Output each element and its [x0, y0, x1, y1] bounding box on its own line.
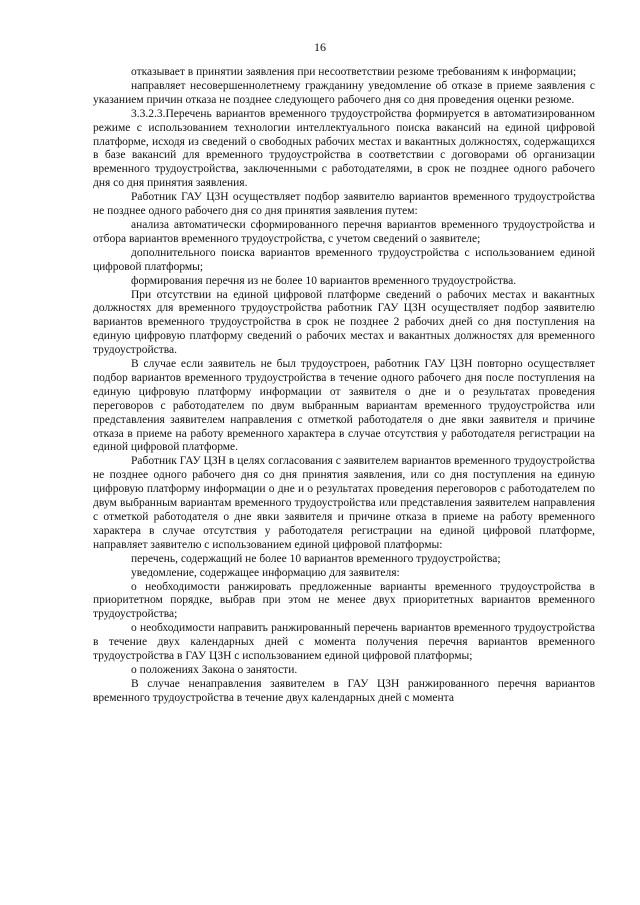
paragraph: В случае ненаправления заявителем в ГАУ ЦЗН ранжированного перечня вариантов временного трудоустройства в течение двух календарных дней с момента [93, 677, 595, 704]
paragraph: формирования перечня из не более 10 вариантов временного трудоустройства. [131, 274, 517, 287]
paragraph: о необходимости направить ранжированный перечень вариантов временного трудоустройства в течение двух календарных дней с момента получения перечня вариантов временного трудоустройства в ГАУ ЦЗН с использованием единой цифровой платформы; [93, 622, 595, 663]
paragraph: анализа автоматически сформированного перечня вариантов временного трудоустройства и отбора вариантов временного трудоустройства, с учетом сведений о заявителе; [93, 218, 595, 245]
paragraph: направляет несовершеннолетнему гражданину уведомление об отказе в приеме заявления с указанием причин отказа не позднее следующего рабочего дня со дня проведения оценки резюме. [93, 79, 595, 106]
paragraph: В случае если заявитель не был трудоустроен, работник ГАУ ЦЗН повторно осуществляет подбор вариантов временного трудоустройства в течение одного рабочего дня после поступления на единую цифровую платформу информации от заявителя о дне и о результатах проведения переговоров с работодателем по двум выбранным вариантам временного трудоустройства или представления заявителем направления с отметкой работодателя о дне явки заявителя и причине отказа в приеме на работу временного характера в случае отсутствия у работодателя регистрации на единой цифровой платформе. [93, 358, 595, 454]
paragraph: При отсутствии на единой цифровой платформе сведений о рабочих местах и вакантных должностях для временного трудоустройства работник ГАУ ЦЗН осуществляет подбор заявителю вариантов временного трудоустройства в срок не позднее 2 рабочих дней со дня поступления на единую цифровую платформу сведений о рабочих местах и вакантных должностях для временного трудоустройства. [93, 288, 595, 357]
paragraph: 3.3.2.3.Перечень вариантов временного трудоустройства формируется в автоматизированном режиме с использованием технологии интеллектуального поиска вакансий на единой цифровой платформе, исходя из сведений о свободных рабочих местах и вакантных должностях, содержащихся в базе вакансий для временного трудоустройства в соответствии с договорами об организации временного трудоустройства, заключенными с работодателями, в срок не позднее одного рабочего дня со дня принятия заявления. [93, 107, 595, 190]
page-number: 16 [314, 40, 326, 54]
paragraph: Работник ГАУ ЦЗН в целях согласования с заявителем вариантов временного трудоустройства не позднее одного рабочего дня со дня принятия заявления, или со дня поступления на единую цифровую платформу информации о дне и о результатах проведения переговоров с работодателем по двум выбранным вариантам временного трудоустройства или представления заявителем направления с отметкой работодателя о дне явки заявителя и причине отказа в приеме на работу временного характера в случае отсутствия у работодателя регистрации на единой цифровой платформе, направляет заявителю с использованием единой цифровой платформы: [93, 455, 595, 551]
paragraph: дополнительного поиска вариантов временного трудоустройства с использованием единой цифровой платформы; [93, 246, 595, 273]
paragraph: Работник ГАУ ЦЗН осуществляет подбор заявителю вариантов временного трудоустройства не позднее одного рабочего дня со дня принятия заявления путем: [93, 191, 595, 218]
document-body [93, 66, 595, 706]
paragraph: о положениях Закона о занятости. [131, 663, 298, 676]
paragraph: уведомление, содержащее информацию для заявителя: [131, 566, 400, 579]
paragraph: о необходимости ранжировать предложенные варианты временного трудоустройства в приоритетном порядке, выбрав при этом не менее двух приоритетных вариантов временного трудоустройства; [93, 580, 595, 621]
paragraph: отказывает в принятии заявления при несоответствии резюме требованиям к информации; [131, 66, 577, 78]
paragraph: перечень, содержащий не более 10 вариантов временного трудоустройства; [131, 552, 501, 565]
